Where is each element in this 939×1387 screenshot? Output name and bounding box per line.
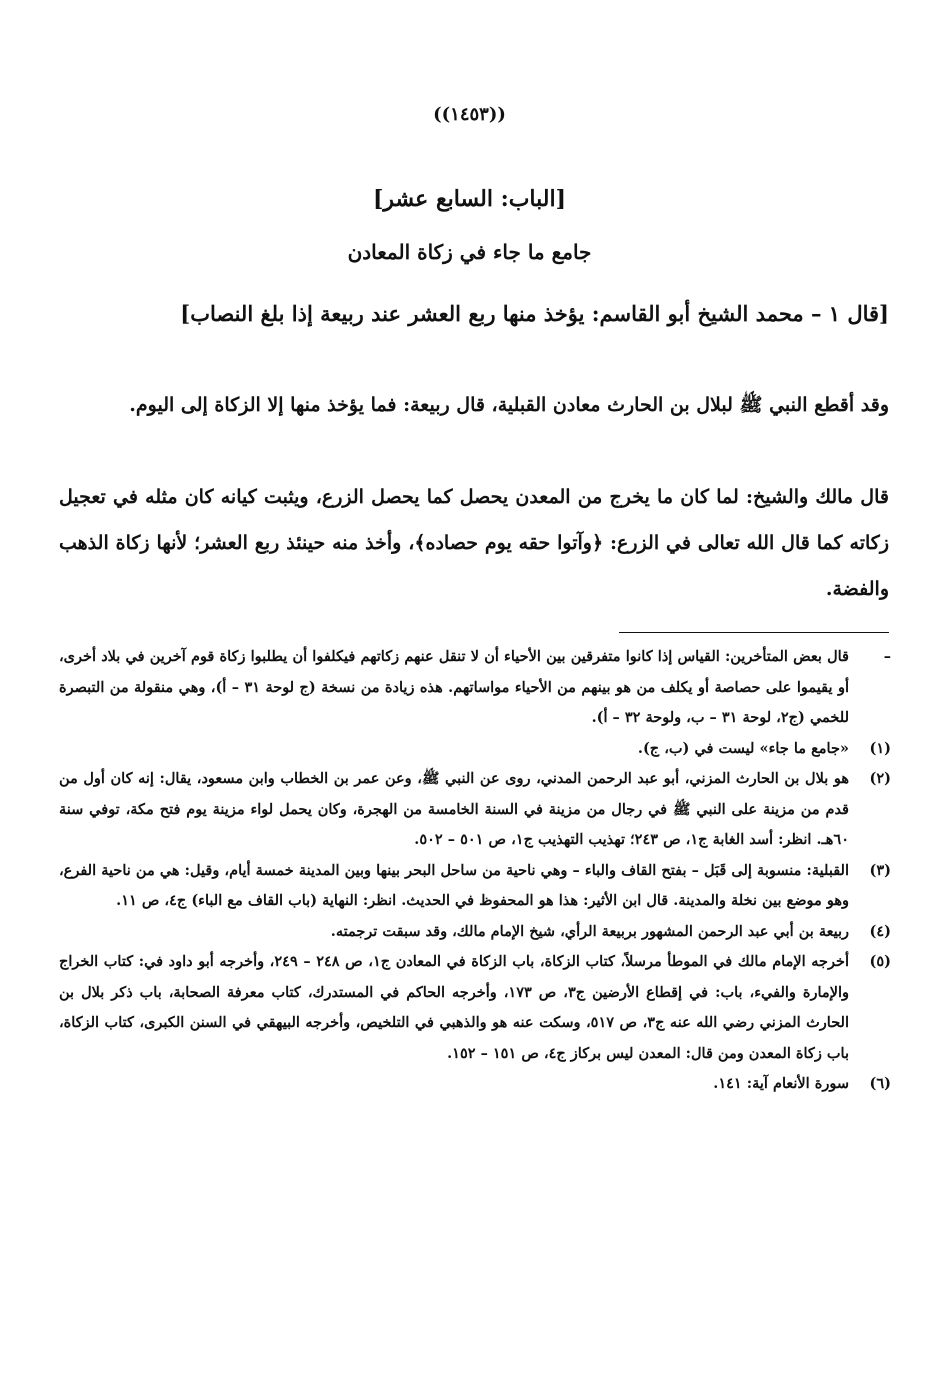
footnote-text: القبلية: منسوبة إلى قَبَل – بفتح القاف والباء – وهي ناحية من ساحل البحر بينها وبين المدينة خمسة أيام، وقيل: هي من ناحية الفرع، وهو موضع بين نخلة والمدينة. قال ابن الأثير: هذا هو المحفوظ في الحديث. انظر: النهاية (باب القاف مع الباء) ج٤، ص ١١. bbox=[59, 861, 849, 909]
footnote-number: (٦) bbox=[869, 1075, 891, 1092]
footnote-text: سورة الأنعام آية: ١٤١. bbox=[713, 1075, 849, 1092]
body-paragraph-2: قال مالك والشيخ: لما كان ما يخرج من المعدن يحصل كما يحصل الزرع، ويثبت كيانه كان مثله في تعجيل زكاته كما قال الله تعالى في الزرع: ﴿وآتوا حقه يوم حصاده﴾، وأخذ منه حينئذ ربع العشر؛ لأنها زكاة الذهب والفضة. bbox=[59, 486, 889, 600]
body-paragraph-1: وقد أقطع النبي ﷺ لبلال بن الحارث معادن القبلية، قال ربيعة: فما يؤخذ منها إلا الزكاة إلى اليوم. bbox=[129, 394, 889, 416]
footnote-3 bbox=[59, 856, 891, 917]
footnote-continuation bbox=[59, 642, 891, 734]
footnote-number: (٣) bbox=[869, 861, 891, 879]
footnote-marker: – bbox=[883, 648, 891, 665]
footnote-text: أخرجه الإمام مالك في الموطأ مرسلاً، كتاب الزكاة، باب الزكاة في المعادن ج١، ص ٢٤٨ – ٢٤٩، وأخرجه أبو داود في: كتاب الخراج والإمارة والفيء، باب: في إقطاع الأرضين ج٣، ص ١٧٣، وأخرجه الحاكم في المستدرك، كتاب معرفة الصحابة، باب ذكر بلال بن الحارث المزني رضي الله عنه ج٣، ص ٥١٧، وسكت عنه هو والذهبي في التلخيص، وأخرجه البيهقي في السنن الكبرى، كتاب الزكاة، باب زكاة المعدن ومن قال: المعدن ليس بركاز ج٤، ص ١٥١ – ١٥٢. bbox=[59, 953, 849, 1062]
footnote-6 bbox=[59, 1069, 891, 1100]
footnote-5 bbox=[59, 947, 891, 1069]
chapter-title: [الباب: السابع عشر] bbox=[373, 186, 566, 212]
footnote-number: (٢) bbox=[869, 770, 891, 787]
footnote-number: (٥) bbox=[869, 953, 891, 970]
footnote-1 bbox=[59, 734, 891, 765]
section-title: جامع ما جاء في زكاة المعادن bbox=[347, 240, 592, 264]
footnote-4 bbox=[59, 917, 891, 948]
footnote-text: ربيعة بن أبي عبد الرحمن المشهور بربيعة الرأي، شيخ الإمام مالك، وقد سبقت ترجمته. bbox=[330, 922, 849, 940]
footnote-text: هو بلال بن الحارث المزني، أبو عبد الرحمن المدني، روى عن النبي ﷺ، وعن عمر بن الخطاب وابن مسعود، يقال: إنه كان أول من قدم من مزينة على النبي ﷺ في رجال من مزينة في السنة الخامسة من الهجرة، وكان يحمل لواء مزينة يوم فتح مكة، توفي سنة ٦٠هـ. انظر: أسد الغابة ج١، ص ٢٤٣؛ تهذيب التهذيب ج١، ص ٥٠١ – ٥٠٢. bbox=[59, 770, 849, 848]
footnote-number: (١) bbox=[869, 739, 891, 757]
footnote-text: قال بعض المتأخرين: القياس إذا كانوا متفرقين بين الأحياء أن لا تنقل عنهم زكاتهم فيكلفوا أن يطلبوا زكاة قوم آخرين في بلاد أخرى، أو يقيموا على حصاصة أو يكلف من هو بينهم من الأحياء مواساتهم. هذه زيادة من نسخة (ج لوحة ٣١ – أ)، وهي منقولة من التبصرة للخمي (ج٢، لوحة ٣١ – ب، ولوحة ٣٢ – أ). bbox=[59, 648, 849, 726]
footnote-2 bbox=[59, 764, 891, 856]
page-number: ((١٤٥٣)) bbox=[433, 104, 506, 125]
footnotes-section bbox=[59, 642, 891, 1100]
footnote-number: (٤) bbox=[869, 922, 891, 940]
footnote-text: «جامع ما جاء» ليست في (ب، ج). bbox=[637, 739, 849, 757]
section-heading: [قال ١ – محمد الشيخ أبو القاسم: يؤخذ منها ربع العشر عند ربيعة إذا بلغ النصاب] bbox=[180, 301, 889, 326]
footnote-separator bbox=[619, 632, 889, 633]
